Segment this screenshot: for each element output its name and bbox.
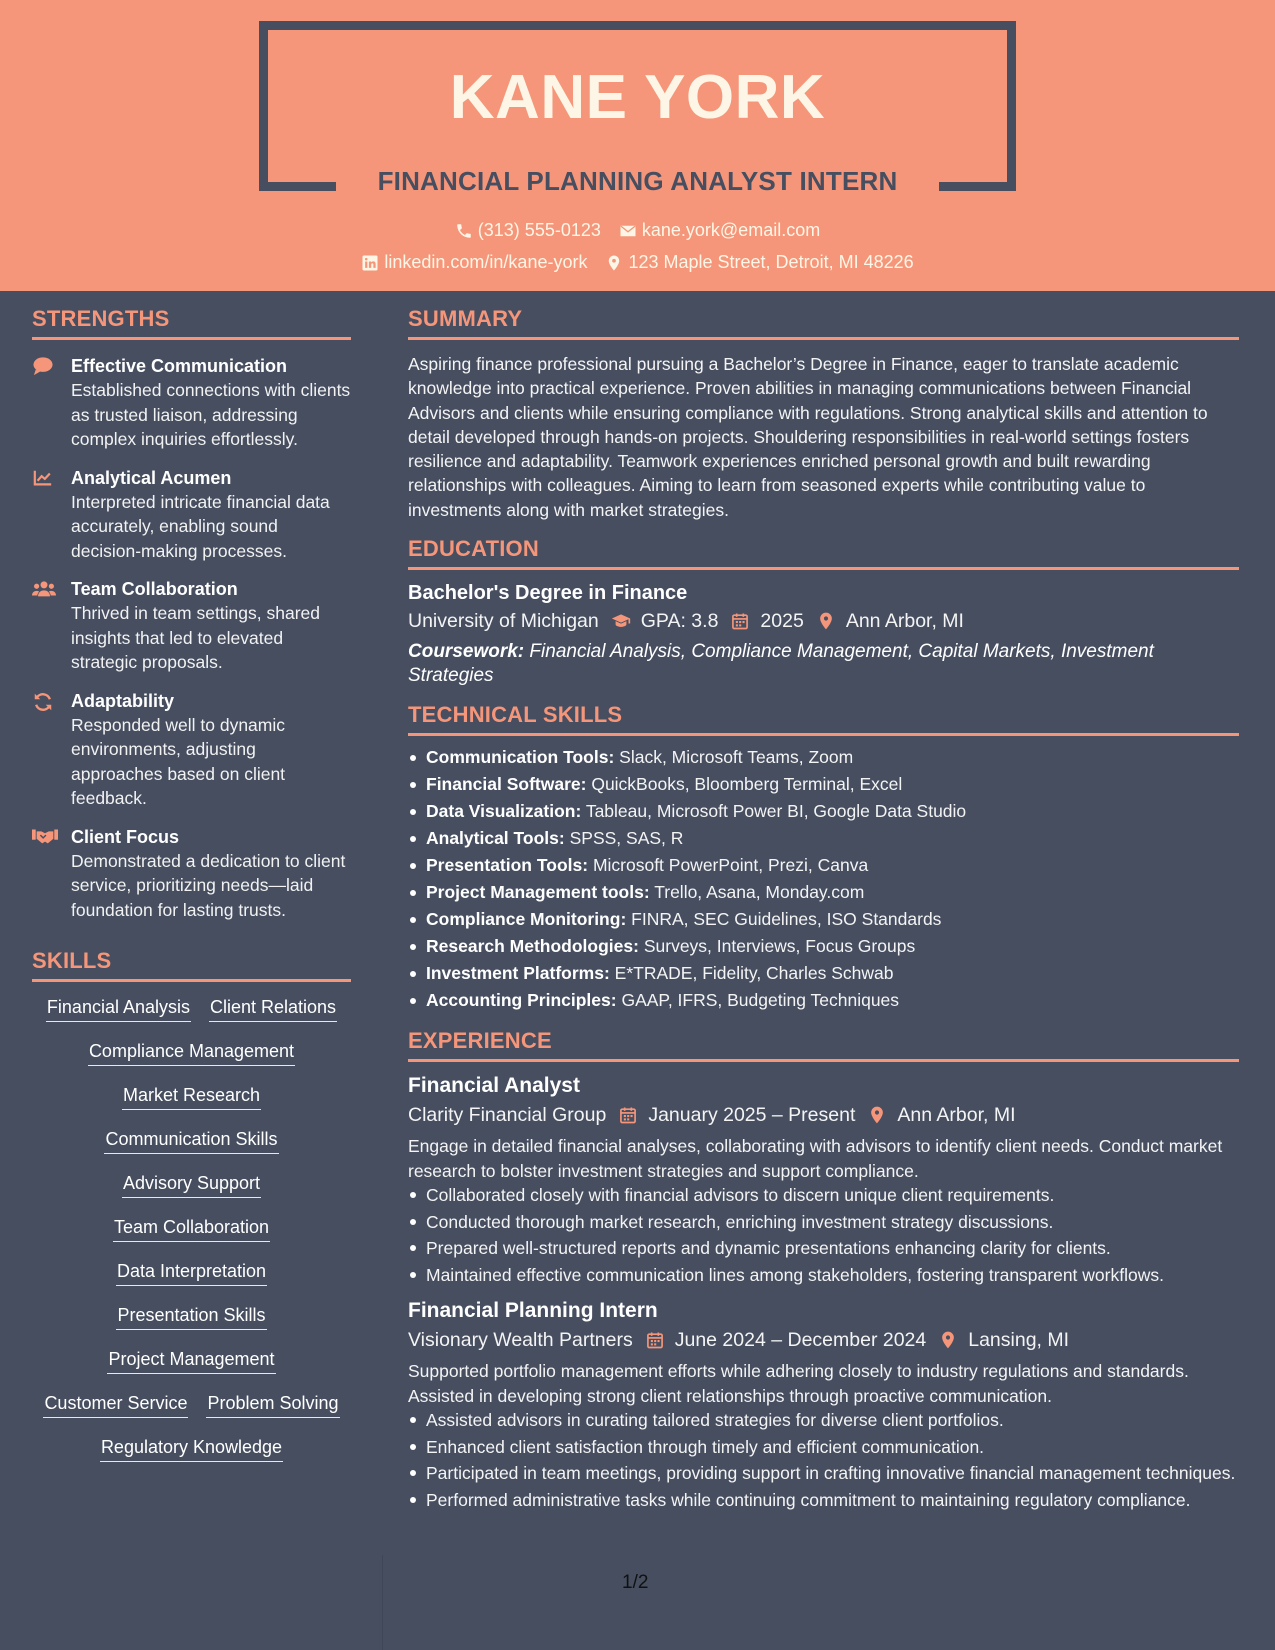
strength-desc: Thrived in team settings, shared insights that led to elevated strategic proposals. — [71, 603, 321, 672]
skill-value: Slack, Microsoft Teams, Zoom — [619, 747, 854, 768]
list-item: Collaborated closely with financial advisors to discern unique client requirements. — [408, 1183, 1239, 1208]
list-item — [408, 744, 1239, 771]
list-item: Performed administrative tasks while continuing commitment to maintaining regulatory compliance. — [408, 1488, 1239, 1513]
handshake-icon — [32, 827, 58, 845]
speech-bubble-icon — [32, 356, 54, 376]
skill-label: Investment Platforms: — [426, 963, 610, 984]
map-pin-icon — [605, 254, 623, 272]
strength-item — [32, 689, 351, 811]
left-column — [32, 306, 351, 1480]
skill-value: FINRA, SEC Guidelines, ISO Standards — [631, 909, 942, 930]
skill-label: Analytical Tools: — [426, 828, 565, 849]
job-title: Financial Analyst — [408, 1074, 580, 1098]
map-pin-icon — [816, 611, 836, 631]
skill-value: Tableau, Microsoft Power BI, Google Data Studio — [585, 801, 967, 822]
education-section — [408, 536, 1239, 688]
contact-linkedin[interactable] — [361, 252, 587, 273]
list-item — [408, 798, 1239, 825]
envelope-icon — [619, 222, 637, 240]
job-location: Lansing, MI — [968, 1329, 1070, 1352]
list-item — [408, 825, 1239, 852]
skill-tag: Regulatory Knowledge — [100, 1436, 283, 1462]
education-location: Ann Arbor, MI — [845, 610, 964, 633]
job-dates: January 2025 – Present — [648, 1104, 856, 1127]
job-location: Ann Arbor, MI — [897, 1104, 1016, 1127]
chart-line-icon — [32, 468, 54, 488]
job-entry — [408, 1072, 1239, 1287]
skill-value: QuickBooks, Bloomberg Terminal, Excel — [591, 774, 903, 795]
list-item — [408, 879, 1239, 906]
strength-title: Analytical Acumen — [71, 467, 232, 488]
linkedin-icon — [361, 254, 379, 272]
strength-title: Effective Communication — [71, 356, 288, 376]
coursework-label: Coursework: — [408, 641, 525, 663]
job-meta — [408, 1325, 1239, 1355]
strength-desc: Responded well to dynamic environments, adjusting approaches based on client feedback. — [71, 714, 286, 808]
graduation-cap-icon — [611, 611, 631, 631]
job-bullets — [408, 1408, 1239, 1512]
gpa-text: GPA: 3.8 — [640, 610, 719, 633]
calendar-icon — [618, 1105, 638, 1125]
education-heading: EDUCATION — [408, 536, 1239, 570]
strength-desc: Established connections with clients as trusted liaison, addressing complex inquiries effortlessly. — [71, 380, 351, 449]
technical-skills-list — [408, 744, 1239, 1014]
contact-phone[interactable] — [455, 220, 601, 241]
skill-tag: Presentation Skills — [116, 1304, 266, 1330]
list-item — [408, 906, 1239, 933]
coursework-text: Financial Analysis, Compliance Management, Capital Markets, Investment Strategies — [408, 641, 1154, 687]
job-title: Financial Planning Intern — [408, 1299, 658, 1323]
strengths-heading: STRENGTHS — [32, 306, 351, 340]
skill-tag: Financial Analysis — [46, 996, 191, 1022]
map-pin-icon — [938, 1330, 958, 1350]
strength-item — [32, 466, 351, 564]
list-item — [408, 933, 1239, 960]
skill-tag: Client Relations — [209, 996, 337, 1022]
experience-section — [408, 1028, 1239, 1512]
list-item: Participated in team meetings, providing support in crafting innovative financial management techniques. — [408, 1461, 1239, 1486]
skill-label: Communication Tools: — [426, 747, 615, 768]
skill-tag: Team Collaboration — [113, 1216, 270, 1242]
skill-value: Microsoft PowerPoint, Prezi, Canva — [592, 855, 869, 876]
skill-tag: Problem Solving — [206, 1392, 339, 1418]
strength-title: Adaptability — [71, 690, 175, 711]
contact-row-2 — [0, 252, 1275, 273]
skill-tag: Advisory Support — [122, 1172, 261, 1198]
calendar-icon — [730, 611, 750, 631]
school-name: University of Michigan — [408, 610, 599, 633]
summary-text: Aspiring finance professional pursuing a Bachelor’s Degree in Finance, eager to translate academic knowledge into practical experience. Proven abilities in managing communications between Financial Advisors and clients while ensuring compliance with regulations. Strong analytical skills and attention to detail developed through hands-on projects. Shouldering responsibilities in real-world settings fosters resilience and adaptability. Teamwork experiences enriched personal growth and built rewarding relationships with colleagues. Aiming to learn from seasoned experts while contributing value to investments along with market strategies. — [408, 354, 1208, 520]
map-pin-icon — [867, 1105, 887, 1125]
technical-skills-section — [408, 702, 1239, 1014]
experience-heading: EXPERIENCE — [408, 1028, 1239, 1062]
skill-label: Compliance Monitoring: — [426, 909, 627, 930]
coursework — [408, 640, 1239, 688]
job-description: Supported portfolio management efforts while adhering closely to industry regulations and standards. Assisted in developing strong client relationships through proactive communication. — [408, 1361, 1189, 1406]
skill-label: Financial Software: — [426, 774, 587, 795]
strength-item — [32, 825, 351, 923]
strength-desc: Demonstrated a dedication to client service, prioritizing needs—laid foundation for lasting trusts. — [71, 850, 346, 920]
skill-label: Research Methodologies: — [426, 936, 639, 957]
column-divider — [382, 1555, 383, 1650]
phone-text: (313) 555-0123 — [477, 220, 601, 240]
list-item: Maintained effective communication lines among stakeholders, fostering transparent workflows. — [408, 1263, 1239, 1288]
skills-list — [32, 996, 351, 1462]
skill-tag: Market Research — [122, 1084, 261, 1110]
contact-email[interactable] — [619, 220, 820, 241]
skill-tag: Project Management — [107, 1348, 275, 1374]
skills-heading: SKILLS — [32, 948, 351, 982]
skill-tag: Customer Service — [43, 1392, 188, 1418]
linkedin-text: linkedin.com/in/kane-york — [384, 252, 588, 272]
skill-tag: Compliance Management — [88, 1040, 295, 1066]
technical-skills-heading: TECHNICAL SKILLS — [408, 702, 1239, 736]
strength-title: Client Focus — [71, 826, 180, 847]
job-entry — [408, 1297, 1239, 1512]
header-banner — [0, 0, 1275, 291]
contact-row-1 — [0, 220, 1275, 241]
strength-item — [32, 577, 351, 675]
header-frame — [259, 21, 1016, 30]
job-description: Engage in detailed financial analyses, collaborating with advisors to identify client needs. Conduct market research to bolster investment strategies and support compliance. — [408, 1136, 1223, 1181]
company-name: Clarity Financial Group — [408, 1104, 607, 1127]
degree-title: Bachelor's Degree in Finance — [408, 582, 688, 605]
skill-label: Accounting Principles: — [426, 990, 617, 1011]
list-item — [408, 771, 1239, 798]
education-meta — [408, 606, 1239, 636]
refresh-icon — [32, 691, 54, 713]
skill-label: Data Visualization: — [426, 801, 582, 822]
strength-desc: Interpreted intricate financial data accurately, enabling sound decision-making processes. — [71, 491, 330, 561]
list-item: Conducted thorough market research, enriching investment strategy discussions. — [408, 1210, 1239, 1235]
company-name: Visionary Wealth Partners — [408, 1329, 633, 1352]
calendar-icon — [645, 1330, 665, 1350]
strength-title: Team Collaboration — [71, 579, 238, 599]
candidate-name: KANE YORK — [449, 63, 826, 132]
page-number: 1/2 — [622, 1572, 649, 1593]
job-dates: June 2024 – December 2024 — [674, 1329, 927, 1352]
users-icon — [32, 579, 56, 599]
phone-icon — [455, 222, 473, 240]
summary-heading: SUMMARY — [408, 306, 1239, 340]
list-item: Prepared well-structured reports and dynamic presentations enhancing clarity for clients. — [408, 1236, 1239, 1261]
skill-label: Presentation Tools: — [426, 855, 589, 876]
skill-value: Surveys, Interviews, Focus Groups — [643, 936, 916, 957]
list-item — [408, 960, 1239, 987]
skill-tag: Communication Skills — [104, 1128, 278, 1154]
skill-value: SPSS, SAS, R — [569, 828, 684, 849]
graduation-year: 2025 — [760, 610, 804, 633]
list-item — [408, 852, 1239, 879]
job-meta — [408, 1100, 1239, 1130]
candidate-title: FINANCIAL PLANNING ANALYST INTERN — [377, 166, 898, 196]
address-text: 123 Maple Street, Detroit, MI 48226 — [628, 252, 914, 272]
list-item: Enhanced client satisfaction through timely and efficient communication. — [408, 1435, 1239, 1460]
list-item — [408, 987, 1239, 1014]
contact-address — [605, 252, 913, 273]
right-column — [408, 306, 1239, 1514]
skill-tag: Data Interpretation — [116, 1260, 267, 1286]
job-bullets — [408, 1183, 1239, 1287]
list-item: Assisted advisors in curating tailored strategies for diverse client portfolios. — [408, 1408, 1239, 1433]
email-text: kane.york@email.com — [641, 220, 821, 240]
skill-value: Trello, Asana, Monday.com — [654, 882, 865, 903]
skill-value: GAAP, IFRS, Budgeting Techniques — [621, 990, 900, 1011]
strength-item — [32, 354, 351, 452]
skill-value: E*TRADE, Fidelity, Charles Schwab — [614, 963, 894, 984]
skill-label: Project Management tools: — [426, 882, 650, 903]
